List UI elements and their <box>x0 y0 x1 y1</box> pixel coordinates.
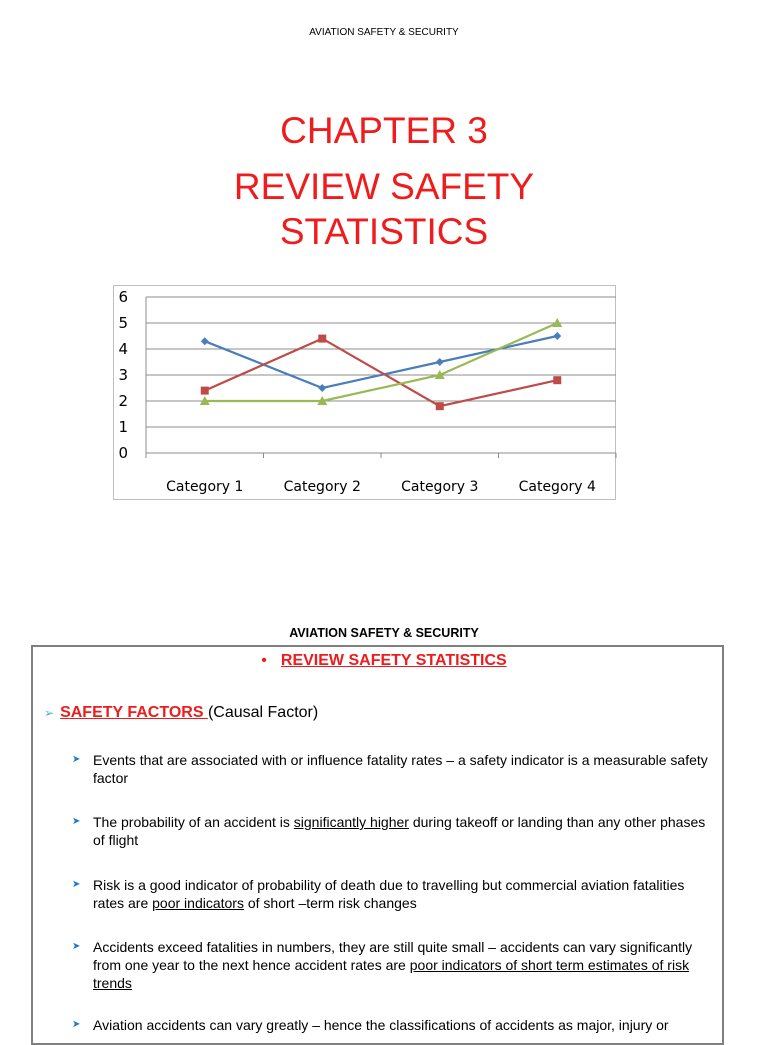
x-tick-label: Category 2 <box>283 479 361 495</box>
y-tick-label: 1 <box>118 418 128 436</box>
y-tick-label: 4 <box>118 340 128 358</box>
data-point <box>318 335 326 343</box>
x-tick-label: Category 3 <box>401 479 479 495</box>
underlined-text: poor indicators <box>152 895 244 911</box>
line-chart <box>113 285 616 500</box>
arrow-bullet-icon: ➤ <box>72 1019 81 1030</box>
causal-factor-label: (Causal Factor) <box>207 704 319 721</box>
y-tick-label: 3 <box>118 366 128 384</box>
subtitle-text: REVIEW SAFETY STATISTICS <box>280 652 507 669</box>
list-item-text <box>93 938 713 992</box>
slide-title-line1: REVIEW SAFETY <box>233 166 535 207</box>
text-fragment: Accidents exceed fatalities in numbers, they are still quite small – accidents can vary significantly from one year to the next hence accident rates are <box>93 939 693 973</box>
safety-factors-label: SAFETY FACTORS <box>60 704 208 721</box>
data-point <box>436 358 444 366</box>
safety-factors-heading <box>44 704 318 722</box>
arrow-bullet-icon: ➤ <box>72 816 81 827</box>
list-item-text <box>93 876 713 912</box>
data-point <box>201 337 209 345</box>
arrow-bullet-icon: ➤ <box>72 941 81 952</box>
y-tick-label: 6 <box>118 288 128 306</box>
series-line-1 <box>205 336 558 388</box>
data-point <box>201 387 209 395</box>
y-tick-label: 2 <box>118 392 128 410</box>
data-point <box>553 376 561 384</box>
text-fragment: Risk is a good indicator of probability of death due to travelling but commercial aviation fatalities rates are <box>93 877 685 911</box>
slide-title-line2: STATISTICS <box>279 211 489 252</box>
list-item-text: Aviation accidents can vary greatly – hence the classifications of accidents as major, injury or <box>93 1017 669 1033</box>
slide-2-header: AVIATION SAFETY & SECURITY <box>289 626 479 640</box>
data-point <box>318 384 326 392</box>
underlined-text: significantly higher <box>293 814 409 830</box>
underlined-text: poor indicators of short term estimates of risk trends <box>93 957 690 991</box>
bullet-dot: • <box>261 652 267 669</box>
slide-header: AVIATION SAFETY & SECURITY <box>309 27 459 38</box>
data-point <box>436 402 444 410</box>
text-fragment: The probability of an accident is <box>93 814 294 830</box>
y-tick-label: 0 <box>118 444 128 462</box>
y-tick-label: 5 <box>118 314 128 332</box>
list-item-text: Events that are associated with or influence fatality rates – a safety indicator is a measurable safety factor <box>93 752 708 786</box>
chapter-title: CHAPTER 3 <box>280 110 488 151</box>
x-tick-label: Category 1 <box>166 479 244 495</box>
list-item-text <box>93 813 713 849</box>
slide-2-subtitle <box>0 652 768 670</box>
line-chart-svg <box>114 286 617 501</box>
data-point <box>553 332 561 340</box>
text-fragment: of short –term risk changes <box>243 895 417 911</box>
text-fragment: during takeoff or landing than any other phases of flight <box>93 814 706 848</box>
arrow-bullet-icon: ➤ <box>72 754 81 765</box>
arrow-bullet-icon: ➤ <box>72 879 81 890</box>
x-tick-label: Category 4 <box>518 479 596 495</box>
arrow-bullet-icon: ➢ <box>44 706 55 720</box>
